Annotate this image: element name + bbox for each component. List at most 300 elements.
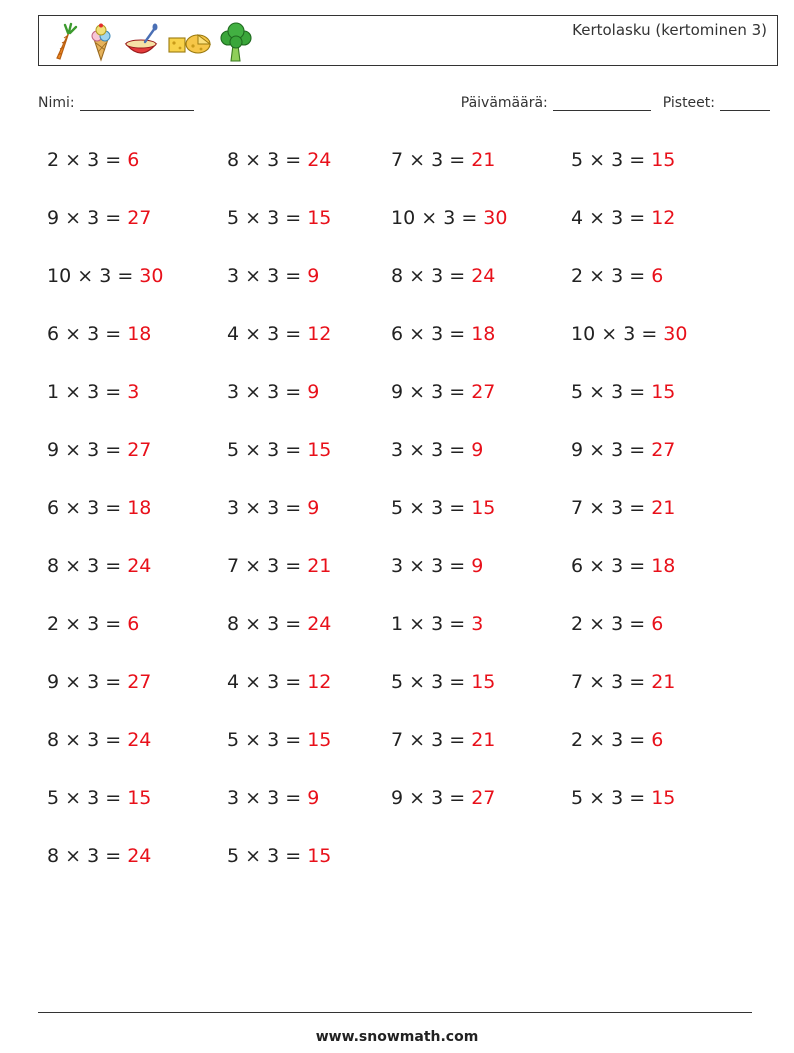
problem-answer: 9	[471, 439, 484, 461]
problem-answer: 21	[307, 555, 332, 577]
times-sign: ×	[239, 207, 268, 229]
problem-question: 10	[571, 323, 596, 345]
problem-item	[571, 555, 675, 577]
problem-question: 9	[47, 207, 60, 229]
problem-multiplier: 3	[267, 729, 280, 751]
times-sign: ×	[239, 845, 268, 867]
equals-sign: =	[279, 613, 308, 635]
footer-site[interactable]: www.snowmath.com	[315, 1029, 479, 1045]
problem-multiplier: 3	[431, 265, 444, 287]
problem-multiplier: 3	[611, 265, 624, 287]
problem-question: 9	[47, 439, 60, 461]
problem-question: 2	[47, 149, 60, 171]
problem-question: 9	[391, 787, 404, 809]
problem-question: 5	[391, 671, 404, 693]
problem-multiplier: 3	[431, 149, 444, 171]
problem-answer: 12	[307, 323, 332, 345]
problem-answer: 12	[307, 671, 332, 693]
problem-answer: 18	[471, 323, 496, 345]
times-sign: ×	[239, 787, 268, 809]
equals-sign: =	[443, 787, 472, 809]
problem-answer: 24	[307, 613, 332, 635]
problem-multiplier: 3	[431, 613, 444, 635]
broccoli-icon	[219, 21, 253, 63]
problem-multiplier: 3	[611, 207, 624, 229]
problem-question: 7	[571, 497, 584, 519]
equals-sign: =	[623, 787, 652, 809]
equals-sign: =	[443, 265, 472, 287]
problem-item	[571, 265, 663, 287]
equals-sign: =	[443, 729, 472, 751]
equals-sign: =	[279, 323, 308, 345]
times-sign: ×	[403, 729, 432, 751]
carrot-icon	[49, 22, 79, 62]
problem-item	[391, 265, 495, 287]
problem-multiplier: 3	[611, 671, 624, 693]
equals-sign: =	[623, 439, 652, 461]
times-sign: ×	[59, 787, 88, 809]
problem-answer: 9	[307, 787, 320, 809]
times-sign: ×	[239, 381, 268, 403]
equals-sign: =	[623, 381, 652, 403]
times-sign: ×	[239, 323, 268, 345]
problem-multiplier: 3	[611, 439, 624, 461]
date-score-fields	[461, 95, 770, 111]
problem-item	[571, 149, 675, 171]
problem-question: 3	[227, 265, 240, 287]
problem-item	[227, 323, 331, 345]
problem-multiplier: 3	[611, 613, 624, 635]
equals-sign: =	[623, 729, 652, 751]
problem-item	[227, 381, 319, 403]
times-sign: ×	[59, 207, 88, 229]
times-sign: ×	[403, 671, 432, 693]
times-sign: ×	[403, 787, 432, 809]
equals-sign: =	[99, 729, 128, 751]
problem-answer: 6	[651, 613, 664, 635]
problem-answer: 21	[651, 497, 676, 519]
equals-sign: =	[279, 555, 308, 577]
equals-sign: =	[443, 671, 472, 693]
equals-sign: =	[279, 381, 308, 403]
problem-question: 5	[391, 497, 404, 519]
equals-sign: =	[623, 555, 652, 577]
score-blank[interactable]	[720, 96, 770, 111]
times-sign: ×	[239, 265, 268, 287]
equals-sign: =	[455, 207, 484, 229]
times-sign: ×	[239, 729, 268, 751]
problem-answer: 6	[127, 613, 140, 635]
problem-item	[571, 613, 663, 635]
problem-item	[227, 497, 319, 519]
problem-multiplier: 3	[87, 149, 100, 171]
problem-item	[227, 613, 331, 635]
times-sign: ×	[59, 671, 88, 693]
problem-multiplier: 3	[611, 497, 624, 519]
problem-item	[47, 613, 139, 635]
problem-answer: 6	[651, 729, 664, 751]
equals-sign: =	[623, 497, 652, 519]
name-label: Nimi:	[38, 95, 75, 111]
problem-item	[227, 555, 331, 577]
problem-item	[47, 207, 151, 229]
problem-question: 8	[227, 613, 240, 635]
times-sign: ×	[403, 265, 432, 287]
times-sign: ×	[59, 381, 88, 403]
problem-multiplier: 3	[87, 439, 100, 461]
header-box	[38, 15, 778, 66]
equals-sign: =	[443, 613, 472, 635]
problem-answer: 24	[471, 265, 496, 287]
problem-multiplier: 3	[267, 671, 280, 693]
problem-question: 4	[227, 671, 240, 693]
equals-sign: =	[99, 497, 128, 519]
problem-answer: 3	[127, 381, 140, 403]
problem-answer: 30	[483, 207, 508, 229]
times-sign: ×	[583, 149, 612, 171]
problem-item	[227, 265, 319, 287]
problem-question: 5	[571, 381, 584, 403]
problem-item	[391, 439, 483, 461]
problem-multiplier: 3	[267, 613, 280, 635]
problem-item	[391, 787, 495, 809]
problem-multiplier: 3	[611, 787, 624, 809]
problem-question: 7	[227, 555, 240, 577]
problem-item	[227, 149, 331, 171]
problem-answer: 27	[127, 439, 152, 461]
times-sign: ×	[415, 207, 444, 229]
problem-question: 6	[571, 555, 584, 577]
problem-item	[47, 265, 163, 287]
problem-answer: 9	[471, 555, 484, 577]
problem-multiplier: 3	[611, 381, 624, 403]
times-sign: ×	[583, 381, 612, 403]
times-sign: ×	[239, 671, 268, 693]
problem-multiplier: 3	[267, 265, 280, 287]
problem-multiplier: 3	[267, 555, 280, 577]
problem-item	[571, 787, 675, 809]
equals-sign: =	[99, 671, 128, 693]
problem-item	[227, 787, 319, 809]
equals-sign: =	[279, 265, 308, 287]
problem-multiplier: 3	[431, 439, 444, 461]
times-sign: ×	[403, 613, 432, 635]
name-blank[interactable]	[80, 96, 194, 111]
problem-multiplier: 3	[611, 555, 624, 577]
problem-item	[571, 671, 675, 693]
problem-multiplier: 3	[267, 323, 280, 345]
problem-answer: 15	[471, 497, 496, 519]
problem-question: 6	[47, 323, 60, 345]
problem-question: 8	[391, 265, 404, 287]
times-sign: ×	[403, 555, 432, 577]
equals-sign: =	[99, 845, 128, 867]
problem-item	[47, 381, 139, 403]
times-sign: ×	[59, 845, 88, 867]
times-sign: ×	[59, 149, 88, 171]
problem-answer: 15	[651, 149, 676, 171]
problem-question: 6	[47, 497, 60, 519]
problem-item	[391, 381, 495, 403]
times-sign: ×	[583, 265, 612, 287]
times-sign: ×	[583, 439, 612, 461]
problem-multiplier: 3	[431, 381, 444, 403]
problem-question: 9	[391, 381, 404, 403]
problem-item	[391, 555, 483, 577]
problem-multiplier: 3	[87, 787, 100, 809]
problem-multiplier: 3	[87, 207, 100, 229]
problem-question: 5	[571, 787, 584, 809]
problem-answer: 18	[127, 497, 152, 519]
equals-sign: =	[623, 149, 652, 171]
problem-question: 10	[47, 265, 72, 287]
times-sign: ×	[239, 439, 268, 461]
sheet-title: Kertolasku (kertominen 3)	[572, 21, 767, 39]
equals-sign: =	[279, 497, 308, 519]
times-sign: ×	[595, 323, 624, 345]
equals-sign: =	[623, 207, 652, 229]
equals-sign: =	[279, 845, 308, 867]
problem-item	[571, 497, 675, 519]
times-sign: ×	[239, 613, 268, 635]
equals-sign: =	[443, 381, 472, 403]
problem-multiplier: 3	[431, 729, 444, 751]
times-sign: ×	[239, 555, 268, 577]
problem-answer: 18	[127, 323, 152, 345]
problem-answer: 15	[307, 207, 332, 229]
problem-question: 8	[47, 729, 60, 751]
equals-sign: =	[99, 555, 128, 577]
times-sign: ×	[583, 207, 612, 229]
equals-sign: =	[99, 149, 128, 171]
problem-multiplier: 3	[87, 671, 100, 693]
problem-item	[391, 613, 483, 635]
problem-answer: 27	[127, 671, 152, 693]
problem-multiplier: 3	[431, 787, 444, 809]
problem-item	[227, 207, 331, 229]
problem-question: 3	[227, 497, 240, 519]
problem-multiplier: 3	[267, 381, 280, 403]
problem-item	[571, 323, 687, 345]
problem-multiplier: 3	[87, 323, 100, 345]
problem-multiplier: 3	[87, 497, 100, 519]
problem-multiplier: 3	[443, 207, 456, 229]
times-sign: ×	[59, 729, 88, 751]
cheese-icon	[167, 22, 211, 62]
bowl-icon	[123, 22, 159, 62]
problem-multiplier: 3	[267, 787, 280, 809]
equals-sign: =	[99, 207, 128, 229]
problem-answer: 18	[651, 555, 676, 577]
problem-question: 5	[227, 729, 240, 751]
times-sign: ×	[59, 439, 88, 461]
problem-answer: 24	[307, 149, 332, 171]
problem-multiplier: 3	[611, 149, 624, 171]
problem-answer: 27	[471, 381, 496, 403]
problem-answer: 27	[127, 207, 152, 229]
problem-question: 6	[391, 323, 404, 345]
problem-question: 10	[391, 207, 416, 229]
equals-sign: =	[443, 555, 472, 577]
equals-sign: =	[443, 323, 472, 345]
problem-question: 5	[227, 207, 240, 229]
equals-sign: =	[623, 265, 652, 287]
problem-answer: 9	[307, 497, 320, 519]
problem-item	[391, 323, 495, 345]
problem-item	[47, 149, 139, 171]
problem-answer: 3	[471, 613, 484, 635]
equals-sign: =	[99, 381, 128, 403]
problem-question: 5	[47, 787, 60, 809]
problem-answer: 21	[471, 149, 496, 171]
problem-answer: 27	[471, 787, 496, 809]
problem-multiplier: 3	[87, 381, 100, 403]
problem-question: 3	[227, 787, 240, 809]
problem-item	[47, 729, 151, 751]
problem-multiplier: 3	[87, 555, 100, 577]
problem-item	[227, 845, 331, 867]
problem-multiplier: 3	[431, 323, 444, 345]
problem-question: 1	[47, 381, 60, 403]
info-row	[38, 95, 770, 117]
problem-question: 4	[571, 207, 584, 229]
problem-answer: 24	[127, 555, 152, 577]
problem-answer: 30	[139, 265, 164, 287]
problem-answer: 6	[651, 265, 664, 287]
problem-question: 4	[227, 323, 240, 345]
problem-item	[391, 207, 507, 229]
problem-item	[391, 671, 495, 693]
problem-question: 2	[571, 613, 584, 635]
times-sign: ×	[71, 265, 100, 287]
problem-item	[571, 381, 675, 403]
problem-item	[571, 439, 675, 461]
problem-multiplier: 3	[267, 497, 280, 519]
problem-answer: 15	[651, 787, 676, 809]
times-sign: ×	[59, 613, 88, 635]
problem-multiplier: 3	[431, 555, 444, 577]
problem-item	[47, 439, 151, 461]
problem-item	[47, 323, 151, 345]
equals-sign: =	[99, 323, 128, 345]
problem-answer: 24	[127, 729, 152, 751]
problem-answer: 24	[127, 845, 152, 867]
date-blank[interactable]	[553, 96, 651, 111]
problem-multiplier: 3	[87, 613, 100, 635]
problem-question: 5	[227, 439, 240, 461]
times-sign: ×	[403, 323, 432, 345]
problem-answer: 9	[307, 381, 320, 403]
problem-answer: 15	[471, 671, 496, 693]
times-sign: ×	[583, 787, 612, 809]
problem-item	[227, 439, 331, 461]
times-sign: ×	[59, 555, 88, 577]
times-sign: ×	[583, 497, 612, 519]
equals-sign: =	[99, 439, 128, 461]
problem-question: 8	[47, 845, 60, 867]
problem-item	[47, 497, 151, 519]
problem-multiplier: 3	[87, 729, 100, 751]
problem-question: 3	[391, 439, 404, 461]
date-label: Päivämäärä:	[460, 95, 548, 111]
problem-question: 5	[571, 149, 584, 171]
times-sign: ×	[583, 671, 612, 693]
problem-multiplier: 3	[267, 845, 280, 867]
problem-answer: 15	[127, 787, 152, 809]
problem-answer: 15	[651, 381, 676, 403]
ice-cream-icon	[87, 22, 115, 62]
times-sign: ×	[403, 149, 432, 171]
problem-item	[391, 497, 495, 519]
problem-question: 1	[391, 613, 404, 635]
problem-answer: 21	[651, 671, 676, 693]
problem-item	[47, 845, 151, 867]
equals-sign: =	[279, 729, 308, 751]
problem-item	[47, 555, 151, 577]
problem-item	[227, 671, 331, 693]
problem-multiplier: 3	[623, 323, 636, 345]
times-sign: ×	[403, 497, 432, 519]
problem-question: 7	[391, 729, 404, 751]
problem-answer: 9	[307, 265, 320, 287]
problem-question: 7	[391, 149, 404, 171]
problem-answer: 12	[651, 207, 676, 229]
equals-sign: =	[623, 613, 652, 635]
problem-answer: 15	[307, 729, 332, 751]
problem-item	[47, 671, 151, 693]
problem-multiplier: 3	[267, 149, 280, 171]
equals-sign: =	[443, 439, 472, 461]
problem-question: 7	[571, 671, 584, 693]
equals-sign: =	[623, 671, 652, 693]
times-sign: ×	[59, 323, 88, 345]
equals-sign: =	[99, 613, 128, 635]
problem-multiplier: 3	[431, 671, 444, 693]
equals-sign: =	[279, 207, 308, 229]
times-sign: ×	[583, 729, 612, 751]
equals-sign: =	[99, 787, 128, 809]
problem-question: 5	[227, 845, 240, 867]
problem-question: 8	[47, 555, 60, 577]
problem-multiplier: 3	[611, 729, 624, 751]
problem-item	[391, 149, 495, 171]
equals-sign: =	[111, 265, 140, 287]
problem-item	[227, 729, 331, 751]
times-sign: ×	[403, 381, 432, 403]
problem-question: 9	[47, 671, 60, 693]
problem-answer: 27	[651, 439, 676, 461]
times-sign: ×	[239, 497, 268, 519]
problem-question: 2	[47, 613, 60, 635]
problem-question: 3	[227, 381, 240, 403]
score-label: Pisteet:	[662, 95, 715, 111]
times-sign: ×	[583, 613, 612, 635]
problem-question: 9	[571, 439, 584, 461]
problem-multiplier: 3	[267, 439, 280, 461]
problem-item	[571, 207, 675, 229]
problem-question: 2	[571, 729, 584, 751]
problem-answer: 6	[127, 149, 140, 171]
problem-answer: 21	[471, 729, 496, 751]
problem-multiplier: 3	[431, 497, 444, 519]
header-icons	[49, 21, 253, 63]
equals-sign: =	[635, 323, 664, 345]
equals-sign: =	[443, 149, 472, 171]
name-field[interactable]	[38, 95, 194, 111]
equals-sign: =	[279, 439, 308, 461]
times-sign: ×	[583, 555, 612, 577]
problem-item	[391, 729, 495, 751]
